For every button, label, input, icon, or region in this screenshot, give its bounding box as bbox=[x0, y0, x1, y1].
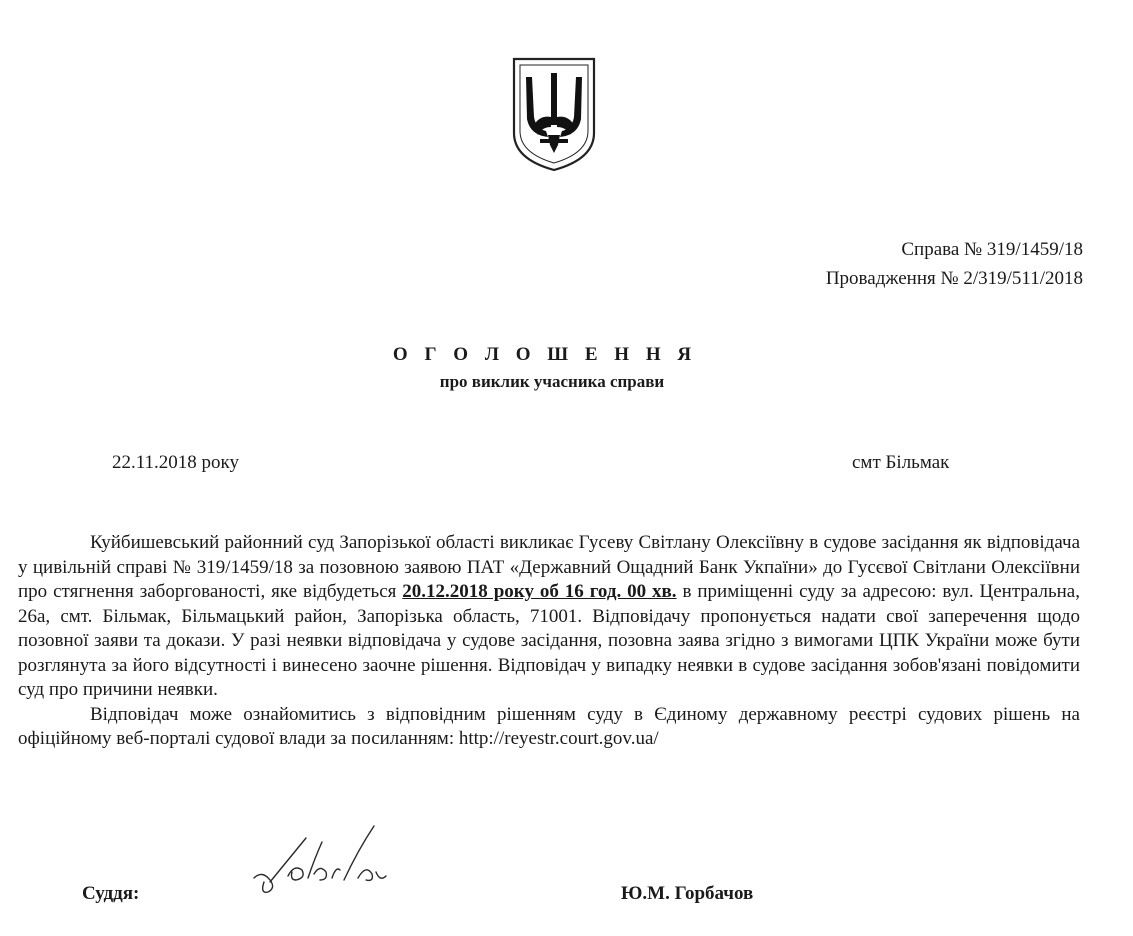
case-info bbox=[826, 235, 1083, 293]
judge-label: Суддя: bbox=[82, 883, 140, 904]
notice-subtitle: про виклик учасника справи bbox=[439, 372, 665, 391]
signature-icon bbox=[248, 820, 418, 900]
hearing-datetime: 20.12.2018 року об 16 год. 00 хв. bbox=[402, 581, 677, 602]
body-paragraph-1 bbox=[18, 531, 1080, 703]
notice-title: О Г О Л О Ш Е Н Н Я bbox=[392, 344, 698, 365]
notice-date: 22.11.2018 року bbox=[112, 452, 240, 473]
proceeding-number: Провадження № 2/319/511/2018 bbox=[825, 268, 1083, 289]
body-paragraph-1-end: в приміщенні суду за адресою: вул. Центральна, 26а, смт. Більмак, Більмацький район, Запорізька область, 71001. Відповідачу пропонується надати свої заперечення щодо позовної заяви та докази. У разі неявки відповідача у судове засідання, позовна заява згідно з вимогами ЦПК України може бути розглянута за його відсутності і винесено заочне рішення. Відповідач у випадку неявки в судове засідання зобов'язані повідомити суд про причини неявки. bbox=[18, 581, 1080, 700]
judge-name: Ю.М. Горбачов bbox=[621, 883, 754, 904]
case-number: Справа № 319/1459/18 bbox=[901, 239, 1083, 260]
body-paragraph-1-start: Куйбишевський районний суд Запорізької області викликає Гусеву Світлану Олексіївну в судове засідання як відповідача у цивільній справі № 319/1459/18 за позовною заявою ПАТ «Державний Ощадний Банк Укпаїни» до Гусєвої Світлани Олексіївни про стягнення заборгованості, яке відбудеться bbox=[18, 532, 1080, 602]
coat-of-arms-icon bbox=[510, 55, 598, 173]
notice-place: смт Більмак bbox=[852, 452, 950, 473]
notice-body bbox=[18, 531, 1080, 752]
body-paragraph-2: Відповідач може ознайомитись з відповідним рішенням суду в Єдиному державному реєстрі судових рішень на офіційному веб-порталі судової влади за посиланням: http://reyestr.court.gov.ua/ bbox=[18, 703, 1080, 749]
